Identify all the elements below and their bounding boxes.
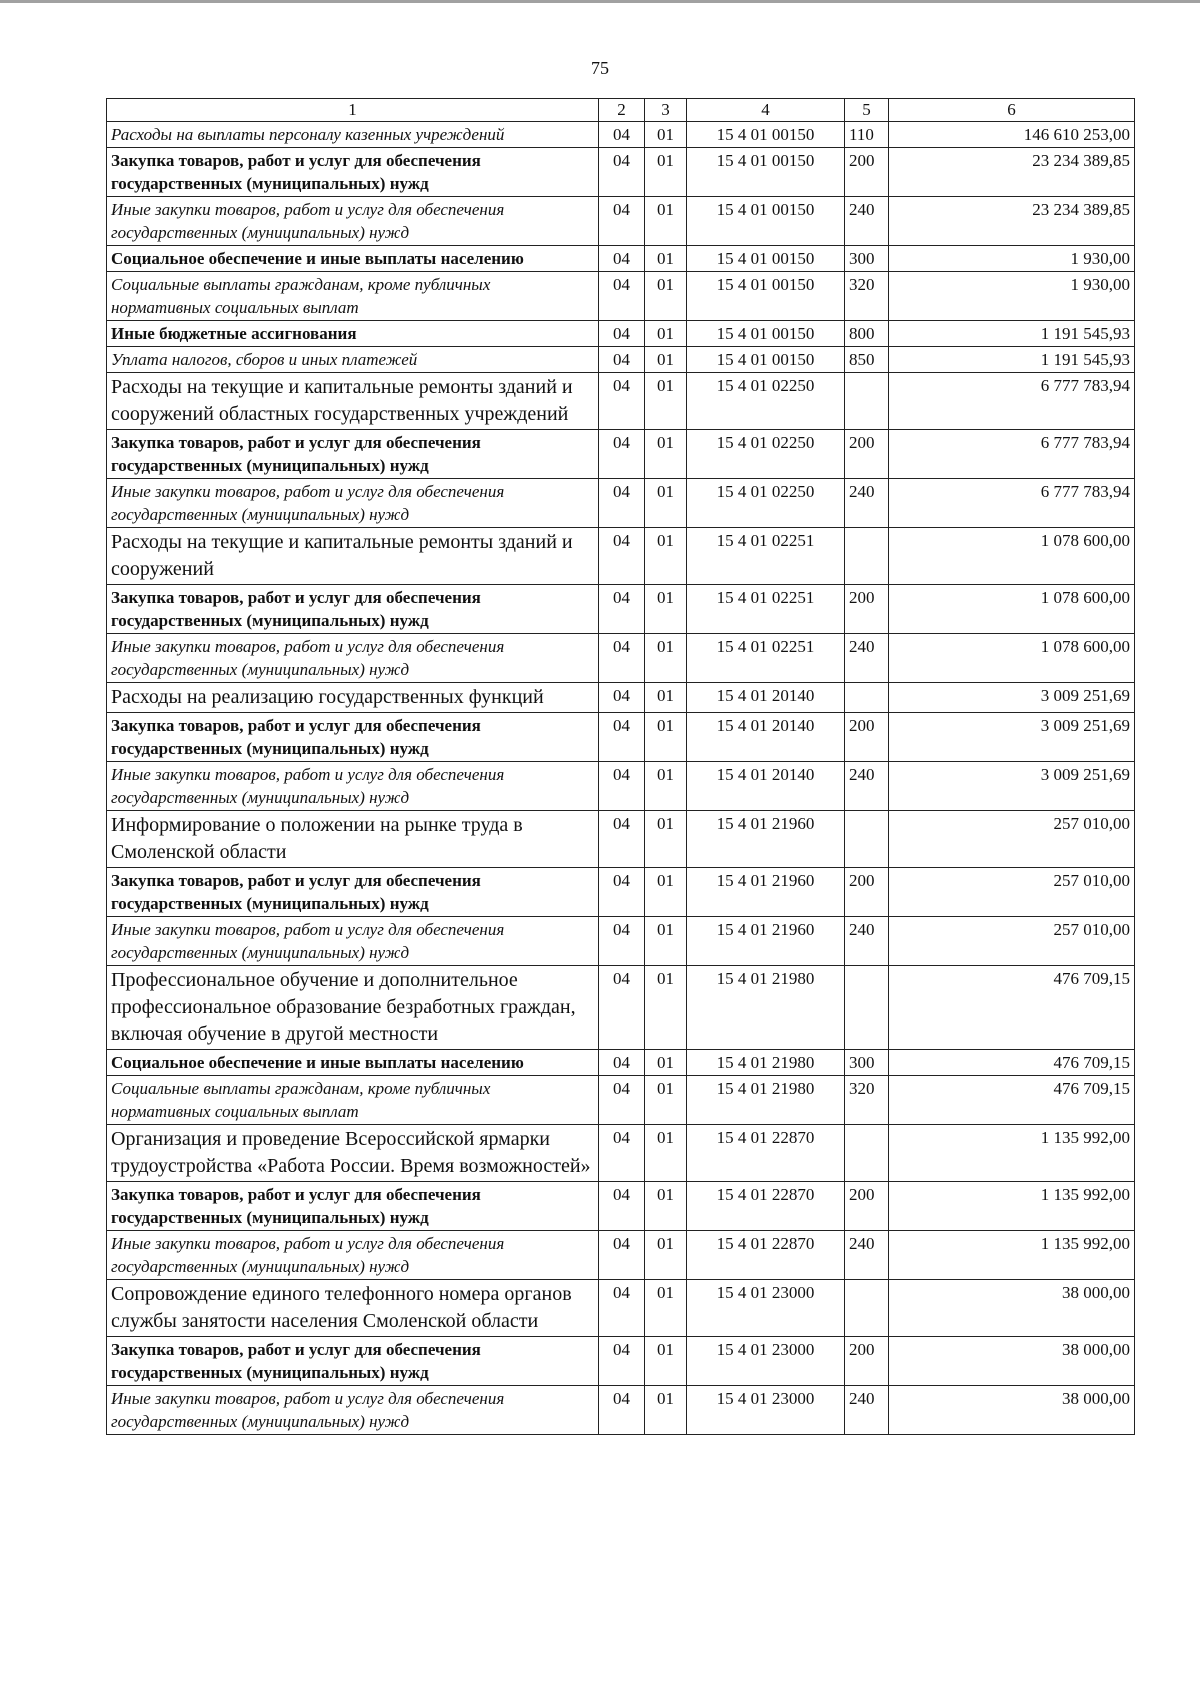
expense-type-cell: 240	[845, 634, 889, 683]
section-code-cell: 04	[599, 373, 645, 430]
row-name-cell: Иные закупки товаров, работ и услуг для обеспечения государственных (муниципальных) нужд	[107, 762, 599, 811]
section-code-cell: 04	[599, 197, 645, 246]
table-row	[107, 585, 1135, 634]
subsection-code-cell: 01	[645, 272, 687, 321]
row-name-cell: Закупка товаров, работ и услуг для обеспечения государственных (муниципальных) нужд	[107, 713, 599, 762]
target-article-cell: 15 4 01 21960	[687, 868, 845, 917]
expense-type-cell: 200	[845, 585, 889, 634]
expense-type-cell	[845, 811, 889, 868]
expense-type-cell: 200	[845, 713, 889, 762]
section-code-cell: 04	[599, 683, 645, 713]
amount-cell: 6 777 783,94	[889, 373, 1135, 430]
section-code-cell: 04	[599, 1182, 645, 1231]
subsection-code-cell: 01	[645, 1076, 687, 1125]
amount-cell: 1 135 992,00	[889, 1125, 1135, 1182]
table-row	[107, 1182, 1135, 1231]
amount-cell: 1 930,00	[889, 246, 1135, 272]
target-article-cell: 15 4 01 22870	[687, 1182, 845, 1231]
expense-type-cell	[845, 528, 889, 585]
row-name-cell: Социальное обеспечение и иные выплаты населению	[107, 246, 599, 272]
expense-type-cell: 240	[845, 1231, 889, 1280]
table-row	[107, 868, 1135, 917]
row-name-cell: Социальные выплаты гражданам, кроме публичных нормативных социальных выплат	[107, 1076, 599, 1125]
amount-cell: 38 000,00	[889, 1337, 1135, 1386]
subsection-code-cell: 01	[645, 1337, 687, 1386]
target-article-cell: 15 4 01 21980	[687, 1050, 845, 1076]
section-code-cell: 04	[599, 528, 645, 585]
section-code-cell: 04	[599, 347, 645, 373]
section-code-cell: 04	[599, 148, 645, 197]
subsection-code-cell: 01	[645, 430, 687, 479]
table-row	[107, 1050, 1135, 1076]
expense-type-cell	[845, 373, 889, 430]
row-name-cell: Иные закупки товаров, работ и услуг для обеспечения государственных (муниципальных) нужд	[107, 197, 599, 246]
section-code-cell: 04	[599, 811, 645, 868]
target-article-cell: 15 4 01 02251	[687, 634, 845, 683]
target-article-cell: 15 4 01 23000	[687, 1280, 845, 1337]
table-row	[107, 762, 1135, 811]
table-row	[107, 148, 1135, 197]
target-article-cell: 15 4 01 21960	[687, 811, 845, 868]
expense-type-cell: 300	[845, 246, 889, 272]
table-row	[107, 713, 1135, 762]
subsection-code-cell: 01	[645, 528, 687, 585]
expense-type-cell: 240	[845, 762, 889, 811]
target-article-cell: 15 4 01 00150	[687, 148, 845, 197]
subsection-code-cell: 01	[645, 1050, 687, 1076]
subsection-code-cell: 01	[645, 1182, 687, 1231]
row-name-cell: Иные закупки товаров, работ и услуг для обеспечения государственных (муниципальных) нужд	[107, 634, 599, 683]
table-row	[107, 373, 1135, 430]
target-article-cell: 15 4 01 20140	[687, 713, 845, 762]
row-name-cell: Закупка товаров, работ и услуг для обеспечения государственных (муниципальных) нужд	[107, 148, 599, 197]
subsection-code-cell: 01	[645, 966, 687, 1050]
expense-type-cell: 240	[845, 479, 889, 528]
expense-type-cell: 850	[845, 347, 889, 373]
section-code-cell: 04	[599, 1050, 645, 1076]
target-article-cell: 15 4 01 00150	[687, 197, 845, 246]
expense-type-cell: 200	[845, 430, 889, 479]
subsection-code-cell: 01	[645, 1280, 687, 1337]
table-row	[107, 811, 1135, 868]
table-row	[107, 321, 1135, 347]
amount-cell: 38 000,00	[889, 1280, 1135, 1337]
subsection-code-cell: 01	[645, 713, 687, 762]
target-article-cell: 15 4 01 02250	[687, 430, 845, 479]
row-name-cell: Иные закупки товаров, работ и услуг для обеспечения государственных (муниципальных) нужд	[107, 479, 599, 528]
subsection-code-cell: 01	[645, 868, 687, 917]
target-article-cell: 15 4 01 23000	[687, 1386, 845, 1435]
row-name-cell: Социальные выплаты гражданам, кроме публичных нормативных социальных выплат	[107, 272, 599, 321]
target-article-cell: 15 4 01 02251	[687, 528, 845, 585]
table-row	[107, 122, 1135, 148]
table-row	[107, 1386, 1135, 1435]
table-header-row	[107, 99, 1135, 122]
table-row	[107, 634, 1135, 683]
expense-type-cell: 200	[845, 1182, 889, 1231]
section-code-cell: 04	[599, 122, 645, 148]
section-code-cell: 04	[599, 1280, 645, 1337]
section-code-cell: 04	[599, 1386, 645, 1435]
target-article-cell: 15 4 01 02250	[687, 373, 845, 430]
row-name-cell: Расходы на выплаты персоналу казенных учреждений	[107, 122, 599, 148]
row-name-cell: Информирование о положении на рынке труда в Смоленской области	[107, 811, 599, 868]
expense-type-cell: 240	[845, 197, 889, 246]
amount-cell: 476 709,15	[889, 1050, 1135, 1076]
target-article-cell: 15 4 01 02251	[687, 585, 845, 634]
section-code-cell: 04	[599, 246, 645, 272]
budget-table	[106, 98, 1135, 1435]
subsection-code-cell: 01	[645, 321, 687, 347]
target-article-cell: 15 4 01 22870	[687, 1231, 845, 1280]
row-name-cell: Уплата налогов, сборов и иных платежей	[107, 347, 599, 373]
subsection-code-cell: 01	[645, 1386, 687, 1435]
target-article-cell: 15 4 01 00150	[687, 246, 845, 272]
amount-cell: 1 135 992,00	[889, 1231, 1135, 1280]
amount-cell: 1 078 600,00	[889, 585, 1135, 634]
subsection-code-cell: 01	[645, 634, 687, 683]
target-article-cell: 15 4 01 00150	[687, 321, 845, 347]
table-row	[107, 1125, 1135, 1182]
section-code-cell: 04	[599, 1337, 645, 1386]
section-code-cell: 04	[599, 479, 645, 528]
row-name-cell: Расходы на текущие и капитальные ремонты зданий и сооружений областных государственных учреждений	[107, 373, 599, 430]
section-code-cell: 04	[599, 1231, 645, 1280]
expense-type-cell: 110	[845, 122, 889, 148]
amount-cell: 6 777 783,94	[889, 430, 1135, 479]
section-code-cell: 04	[599, 585, 645, 634]
amount-cell: 257 010,00	[889, 868, 1135, 917]
expense-type-cell	[845, 1125, 889, 1182]
subsection-code-cell: 01	[645, 479, 687, 528]
column-header: 6	[889, 99, 1135, 122]
subsection-code-cell: 01	[645, 347, 687, 373]
table-row	[107, 917, 1135, 966]
target-article-cell: 15 4 01 02250	[687, 479, 845, 528]
amount-cell: 1 078 600,00	[889, 634, 1135, 683]
amount-cell: 476 709,15	[889, 1076, 1135, 1125]
subsection-code-cell: 01	[645, 762, 687, 811]
expense-type-cell	[845, 1280, 889, 1337]
subsection-code-cell: 01	[645, 683, 687, 713]
row-name-cell: Закупка товаров, работ и услуг для обеспечения государственных (муниципальных) нужд	[107, 1182, 599, 1231]
amount-cell: 1 078 600,00	[889, 528, 1135, 585]
table-row	[107, 966, 1135, 1050]
expense-type-cell: 320	[845, 272, 889, 321]
amount-cell: 38 000,00	[889, 1386, 1135, 1435]
subsection-code-cell: 01	[645, 373, 687, 430]
section-code-cell: 04	[599, 272, 645, 321]
amount-cell: 3 009 251,69	[889, 762, 1135, 811]
row-name-cell: Сопровождение единого телефонного номера органов службы занятости населения Смоленской области	[107, 1280, 599, 1337]
table-row	[107, 1076, 1135, 1125]
expense-type-cell: 300	[845, 1050, 889, 1076]
amount-cell: 3 009 251,69	[889, 683, 1135, 713]
amount-cell: 257 010,00	[889, 917, 1135, 966]
target-article-cell: 15 4 01 21960	[687, 917, 845, 966]
subsection-code-cell: 01	[645, 811, 687, 868]
subsection-code-cell: 01	[645, 1125, 687, 1182]
subsection-code-cell: 01	[645, 585, 687, 634]
expense-type-cell: 800	[845, 321, 889, 347]
section-code-cell: 04	[599, 762, 645, 811]
target-article-cell: 15 4 01 00150	[687, 122, 845, 148]
section-code-cell: 04	[599, 917, 645, 966]
row-name-cell: Закупка товаров, работ и услуг для обеспечения государственных (муниципальных) нужд	[107, 430, 599, 479]
subsection-code-cell: 01	[645, 197, 687, 246]
amount-cell: 1 930,00	[889, 272, 1135, 321]
table-row	[107, 479, 1135, 528]
table-body	[107, 122, 1135, 1435]
subsection-code-cell: 01	[645, 1231, 687, 1280]
amount-cell: 257 010,00	[889, 811, 1135, 868]
section-code-cell: 04	[599, 634, 645, 683]
expense-type-cell: 240	[845, 917, 889, 966]
amount-cell: 1 191 545,93	[889, 347, 1135, 373]
target-article-cell: 15 4 01 22870	[687, 1125, 845, 1182]
row-name-cell: Иные бюджетные ассигнования	[107, 321, 599, 347]
expense-type-cell	[845, 966, 889, 1050]
row-name-cell: Расходы на текущие и капитальные ремонты зданий и сооружений	[107, 528, 599, 585]
target-article-cell: 15 4 01 21980	[687, 966, 845, 1050]
scan-edge-mark	[0, 0, 1200, 3]
table-row	[107, 246, 1135, 272]
amount-cell: 3 009 251,69	[889, 713, 1135, 762]
expense-type-cell: 240	[845, 1386, 889, 1435]
subsection-code-cell: 01	[645, 148, 687, 197]
row-name-cell: Закупка товаров, работ и услуг для обеспечения государственных (муниципальных) нужд	[107, 1337, 599, 1386]
subsection-code-cell: 01	[645, 246, 687, 272]
table-row	[107, 683, 1135, 713]
subsection-code-cell: 01	[645, 122, 687, 148]
row-name-cell: Закупка товаров, работ и услуг для обеспечения государственных (муниципальных) нужд	[107, 585, 599, 634]
table-row	[107, 272, 1135, 321]
expense-type-cell	[845, 683, 889, 713]
column-header: 4	[687, 99, 845, 122]
amount-cell: 146 610 253,00	[889, 122, 1135, 148]
expense-type-cell: 200	[845, 1337, 889, 1386]
target-article-cell: 15 4 01 20140	[687, 683, 845, 713]
table-row	[107, 1280, 1135, 1337]
target-article-cell: 15 4 01 20140	[687, 762, 845, 811]
expense-type-cell: 200	[845, 868, 889, 917]
row-name-cell: Иные закупки товаров, работ и услуг для обеспечения государственных (муниципальных) нужд	[107, 1386, 599, 1435]
amount-cell: 1 135 992,00	[889, 1182, 1135, 1231]
column-header: 2	[599, 99, 645, 122]
row-name-cell: Социальное обеспечение и иные выплаты населению	[107, 1050, 599, 1076]
amount-cell: 6 777 783,94	[889, 479, 1135, 528]
amount-cell: 1 191 545,93	[889, 321, 1135, 347]
row-name-cell: Профессиональное обучение и дополнительное профессиональное образование безработных граждан, включая обучение в другой местности	[107, 966, 599, 1050]
section-code-cell: 04	[599, 1076, 645, 1125]
table-row	[107, 197, 1135, 246]
amount-cell: 23 234 389,85	[889, 148, 1135, 197]
amount-cell: 476 709,15	[889, 966, 1135, 1050]
row-name-cell: Расходы на реализацию государственных функций	[107, 683, 599, 713]
row-name-cell: Иные закупки товаров, работ и услуг для обеспечения государственных (муниципальных) нужд	[107, 1231, 599, 1280]
table-row	[107, 430, 1135, 479]
section-code-cell: 04	[599, 321, 645, 347]
row-name-cell: Организация и проведение Всероссийской ярмарки трудоустройства «Работа России. Время возможностей»	[107, 1125, 599, 1182]
section-code-cell: 04	[599, 713, 645, 762]
section-code-cell: 04	[599, 1125, 645, 1182]
amount-cell: 23 234 389,85	[889, 197, 1135, 246]
subsection-code-cell: 01	[645, 917, 687, 966]
column-header: 1	[107, 99, 599, 122]
table-row	[107, 1337, 1135, 1386]
target-article-cell: 15 4 01 00150	[687, 347, 845, 373]
page-number: 75	[591, 58, 609, 78]
expense-type-cell: 320	[845, 1076, 889, 1125]
target-article-cell: 15 4 01 23000	[687, 1337, 845, 1386]
section-code-cell: 04	[599, 868, 645, 917]
column-header: 5	[845, 99, 889, 122]
row-name-cell: Иные закупки товаров, работ и услуг для обеспечения государственных (муниципальных) нужд	[107, 917, 599, 966]
expense-type-cell: 200	[845, 148, 889, 197]
section-code-cell: 04	[599, 430, 645, 479]
section-code-cell: 04	[599, 966, 645, 1050]
table-row	[107, 347, 1135, 373]
target-article-cell: 15 4 01 21980	[687, 1076, 845, 1125]
column-header: 3	[645, 99, 687, 122]
target-article-cell: 15 4 01 00150	[687, 272, 845, 321]
table-row	[107, 528, 1135, 585]
table-row	[107, 1231, 1135, 1280]
row-name-cell: Закупка товаров, работ и услуг для обеспечения государственных (муниципальных) нужд	[107, 868, 599, 917]
